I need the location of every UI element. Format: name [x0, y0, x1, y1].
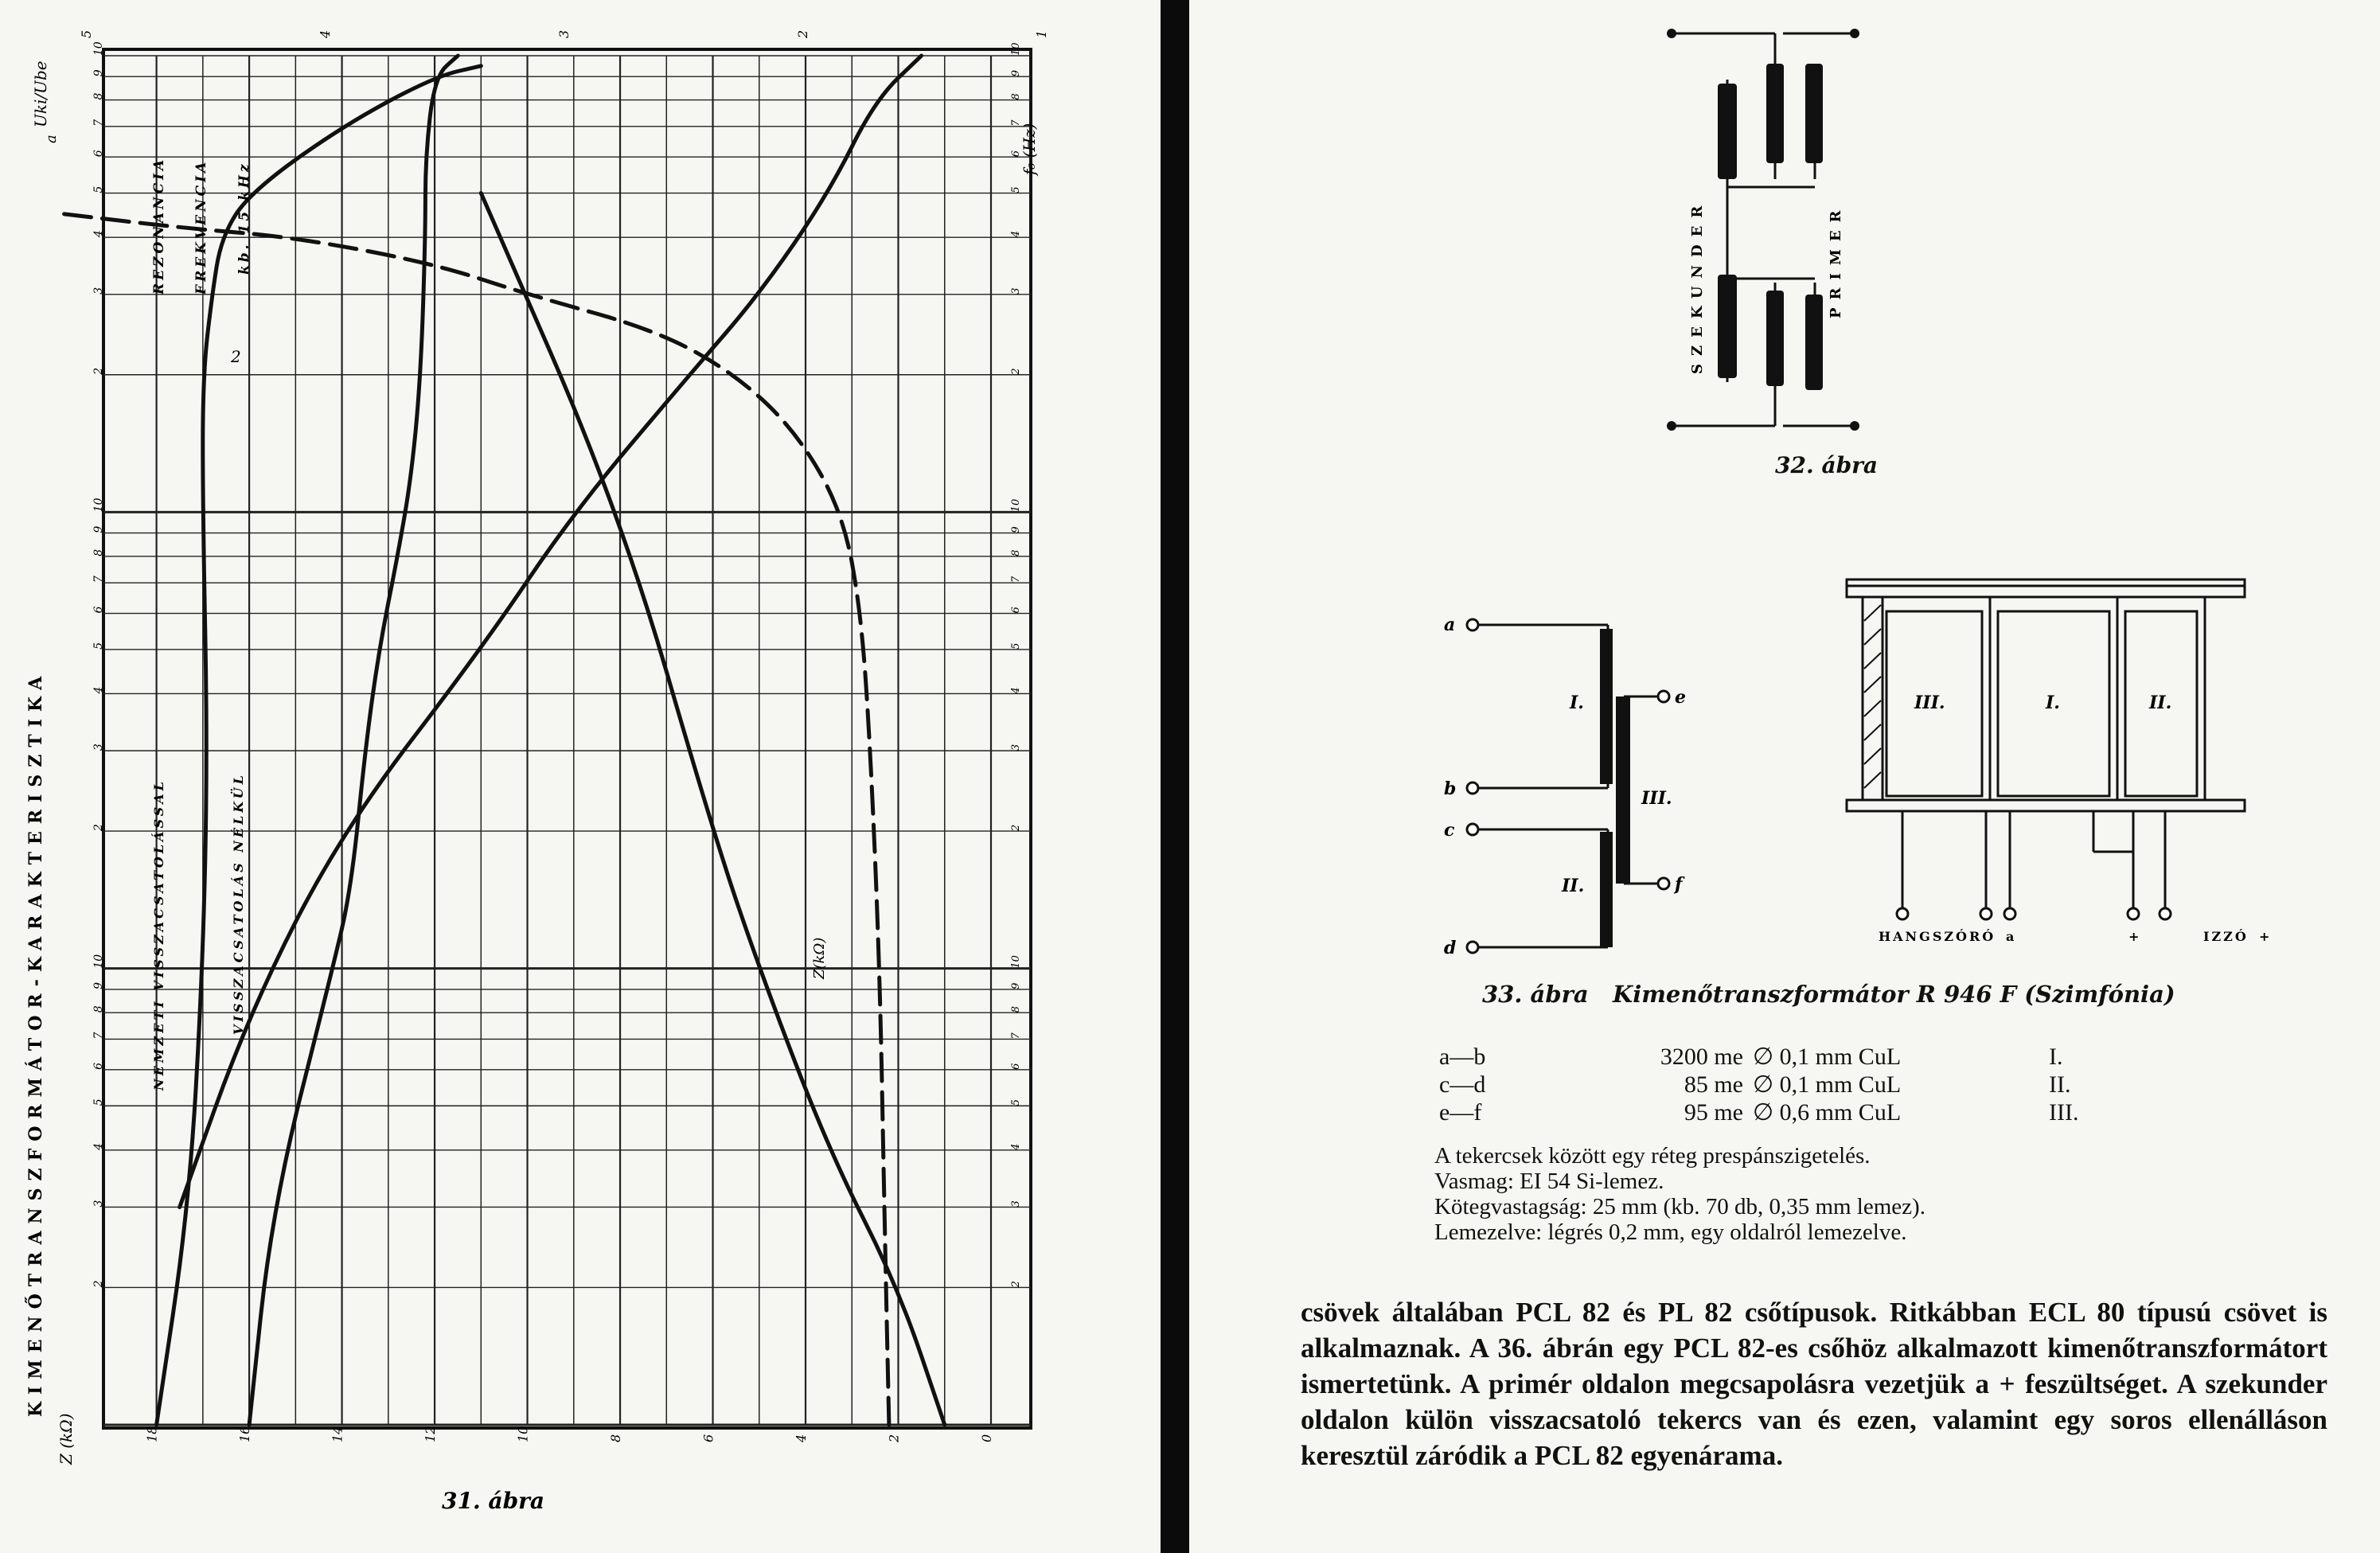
left-tick-label: 9: [92, 525, 105, 533]
fig32-primary-label: PRIMER: [1828, 202, 1844, 318]
figure-32-caption: 32. ábra: [1775, 452, 1879, 478]
top-tick-label: 1: [1034, 29, 1049, 38]
terminal-a: a: [2006, 929, 2017, 944]
bottom-tick-label: 14: [330, 1426, 345, 1442]
right-tick-label: 2: [1010, 824, 1022, 832]
y-axis-left-label: Uki/Ube: [31, 60, 50, 127]
left-tick-label: 10: [92, 498, 105, 513]
right-page: [1218, 0, 2380, 1553]
terminal-plus: +: [2128, 929, 2142, 944]
terminal-hangszoro: HANGSZÓRÓ: [1879, 929, 1996, 944]
pin-e-label: e: [1675, 687, 1686, 708]
winding-3-label: III.: [1641, 788, 1672, 809]
core-section-1: I.: [2046, 693, 2060, 713]
curve-series-3: [64, 214, 889, 1425]
bottom-tick-label: 12: [423, 1426, 439, 1442]
spec-pins: c—d: [1439, 1071, 1486, 1098]
right-tick-label: 4: [1010, 1143, 1022, 1150]
right-tick-label: 9: [1010, 526, 1022, 533]
y-axis-left-marker: a: [43, 135, 60, 143]
right-tick-label: 10: [1010, 498, 1022, 513]
spec-wire: ∅ 0,1 mm CuL: [1753, 1071, 1902, 1098]
spec-wire: ∅ 0,1 mm CuL: [1753, 1044, 1902, 1070]
note-line: Lemezelve: légrés 0,2 mm, egy oldalról lemezelve.: [1434, 1219, 1907, 1245]
left-tick-label: 7: [92, 1032, 105, 1040]
right-tick-label: 3: [1010, 287, 1022, 295]
terminal-izzo: IZZÓ: [2203, 929, 2249, 944]
spec-winding: I.: [2049, 1043, 2063, 1070]
figure-32-winding-diagram: [1664, 16, 2022, 478]
bottom-tick-label: 8: [608, 1434, 624, 1442]
left-tick-label: 5: [92, 642, 105, 650]
left-tick-label: 3: [92, 287, 105, 295]
spec-turns: 95 me: [1684, 1098, 1743, 1126]
top-tick-label: 4: [318, 29, 333, 38]
left-tick-label: 6: [92, 1062, 105, 1070]
pin-b-label: b: [1444, 778, 1457, 799]
bottom-tick-label: 16: [237, 1426, 253, 1442]
left-tick-label: 3: [92, 1200, 105, 1208]
left-tick-label: 2: [92, 1280, 105, 1288]
core-section-3: III.: [1914, 693, 1945, 713]
bottom-tick-label: 2: [886, 1434, 902, 1442]
terminal-izzo-plus: +: [2259, 929, 2273, 944]
left-tick-label: 6: [92, 150, 105, 158]
right-tick-label: 5: [1010, 186, 1022, 193]
note-line: Vasmag: EI 54 Si-lemez.: [1434, 1169, 1664, 1194]
label-frekvencia: FREKVENCIA: [193, 158, 209, 295]
spec-turns: 3200 me: [1660, 1043, 1743, 1070]
bottom-tick-label: 6: [700, 1434, 716, 1442]
spec-row: [1434, 1043, 2109, 1071]
pin-c-label: c: [1444, 820, 1455, 841]
right-tick-label: 5: [1010, 1098, 1022, 1106]
right-tick-label: 7: [1010, 119, 1022, 127]
characteristic-chart: [0, 0, 1146, 1553]
right-tick-label: 9: [1010, 69, 1022, 77]
left-tick-label: 7: [92, 576, 105, 583]
right-tick-label: 2: [1010, 1281, 1022, 1288]
note-line: A tekercsek között egy réteg prespánszigetelés.: [1434, 1143, 1871, 1169]
spec-row: [1434, 1098, 2109, 1126]
curve-series-1: [249, 56, 458, 1425]
spec-turns: 85 me: [1684, 1071, 1743, 1098]
right-tick-label: 10: [1010, 955, 1022, 969]
left-tick-label: 3: [92, 743, 105, 751]
right-tick-label: 4: [1010, 230, 1022, 238]
spec-pins: a—b: [1439, 1043, 1486, 1070]
spec-winding: II.: [2049, 1071, 2071, 1098]
bottom-tick-label: 18: [144, 1426, 160, 1442]
left-tick-label: 10: [92, 954, 105, 969]
right-tick-label: 4: [1010, 687, 1022, 694]
left-tick-label: 5: [92, 185, 105, 193]
pin-f-label: f: [1675, 874, 1683, 895]
left-tick-label: 7: [92, 119, 105, 127]
left-tick-label: 4: [92, 1142, 105, 1150]
left-tick-label: 8: [92, 92, 105, 100]
label-nemzeti: NEMZETI VISSZACSATOLÁSSAL: [151, 778, 166, 1091]
right-tick-label: 3: [1010, 743, 1022, 751]
gutter-shadow: [1161, 0, 1189, 1553]
left-tick-label: 9: [92, 69, 105, 77]
winding-spec-table: [1434, 1043, 2109, 1126]
label-rezonancia: REZONANCIA: [151, 156, 167, 295]
figure-33-caption: [1482, 981, 2175, 1008]
figure-33-schematic: [1433, 605, 1695, 971]
bottom-tick-label: 4: [794, 1434, 810, 1442]
left-tick-label: 10: [92, 41, 105, 56]
bottom-tick-label: 0: [979, 1434, 994, 1442]
right-tick-label: 6: [1010, 150, 1022, 158]
right-tick-label: 10: [1010, 42, 1022, 56]
right-tick-label: 5: [1010, 642, 1022, 650]
body-paragraph: csövek általában PCL 82 és PL 82 csőtípusok. Ritkábban ECL 80 típusú csövet is alkalmaznak. A 36. ábrán egy PCL 82-es csőhöz alkalmazott kimenőtranszformátort ismertetünk. A primér oldalon megcsapolásra vezetjük a + feszültséget. A szekunder oldalon külön visszacsatoló tekercs van és ezen, valamint egy soros ellenálláson keresztül záródik a PCL 82 egyenárama.: [1301, 1297, 2327, 1471]
right-tick-label: 7: [1010, 1032, 1022, 1040]
left-tick-label: 2: [92, 367, 105, 375]
spec-pins: e—f: [1439, 1098, 1482, 1126]
label-visszacsatolas: VISSZACSATOLÁS NÉLKÜL: [231, 772, 246, 1035]
left-tick-label: 8: [92, 548, 105, 556]
left-tick-label: 6: [92, 606, 105, 614]
label-kb-hz: kb. 15 kHz: [236, 161, 252, 275]
fig32-secondary-label: SZEKUNDER: [1689, 197, 1706, 374]
figure-33-caption-number: 33. ábra: [1482, 981, 1589, 1008]
winding-1-label: I.: [1570, 693, 1584, 713]
right-tick-label: 8: [1010, 549, 1022, 556]
left-tick-label: 8: [92, 1005, 105, 1013]
figure-31-caption: 31. ábra: [442, 1488, 545, 1514]
core-section-2: II.: [2149, 693, 2172, 713]
transformer-notes: [1434, 1143, 1925, 1245]
label-curve-2: 2: [231, 347, 241, 366]
spec-winding: III.: [2049, 1098, 2079, 1126]
curve-series-4: [180, 56, 922, 1208]
right-tick-label: 8: [1010, 93, 1022, 100]
right-tick-label: 8: [1010, 1005, 1022, 1013]
left-tick-label: 5: [92, 1098, 105, 1106]
note-line: Kötegvastagság: 25 mm (kb. 70 db, 0,35 mm lemez).: [1434, 1194, 1925, 1219]
figure-33-caption-text: Kimenőtranszformátor R 946 F (Szimfónia): [1612, 981, 2175, 1008]
left-tick-label: 4: [92, 686, 105, 694]
top-tick-label: 5: [79, 29, 94, 38]
bottom-axis-label: Z (kΩ): [57, 1413, 76, 1465]
left-tick-label: 4: [92, 230, 105, 238]
pin-a-label: a: [1444, 615, 1456, 635]
winding-2-label: II.: [1562, 876, 1585, 896]
top-tick-label: 3: [556, 29, 572, 38]
spec-wire: ∅ 0,6 mm CuL: [1753, 1099, 1902, 1126]
chart-title: KIMENŐTRANSZFORMÁTOR-KARAKTERISZTIKA: [25, 669, 46, 1417]
left-page: [0, 0, 1146, 1553]
right-tick-label: 9: [1010, 982, 1022, 989]
figure-33-core-drawing: [1831, 573, 2277, 947]
pin-d-label: d: [1444, 938, 1457, 958]
left-tick-label: 9: [92, 981, 105, 989]
right-tick-label: 2: [1010, 368, 1022, 375]
bottom-tick-label: 10: [515, 1426, 531, 1442]
left-tick-label: 2: [92, 824, 105, 832]
right-tick-label: 3: [1010, 1200, 1022, 1208]
label-z: Z(kΩ): [811, 937, 828, 979]
right-tick-label: 6: [1010, 1063, 1022, 1070]
spec-row: [1434, 1071, 2109, 1098]
y-axis-right-label: f₀ (Hz): [1020, 123, 1039, 175]
right-tick-label: 7: [1010, 576, 1022, 583]
top-tick-label: 2: [795, 29, 810, 38]
right-tick-label: 6: [1010, 607, 1022, 614]
